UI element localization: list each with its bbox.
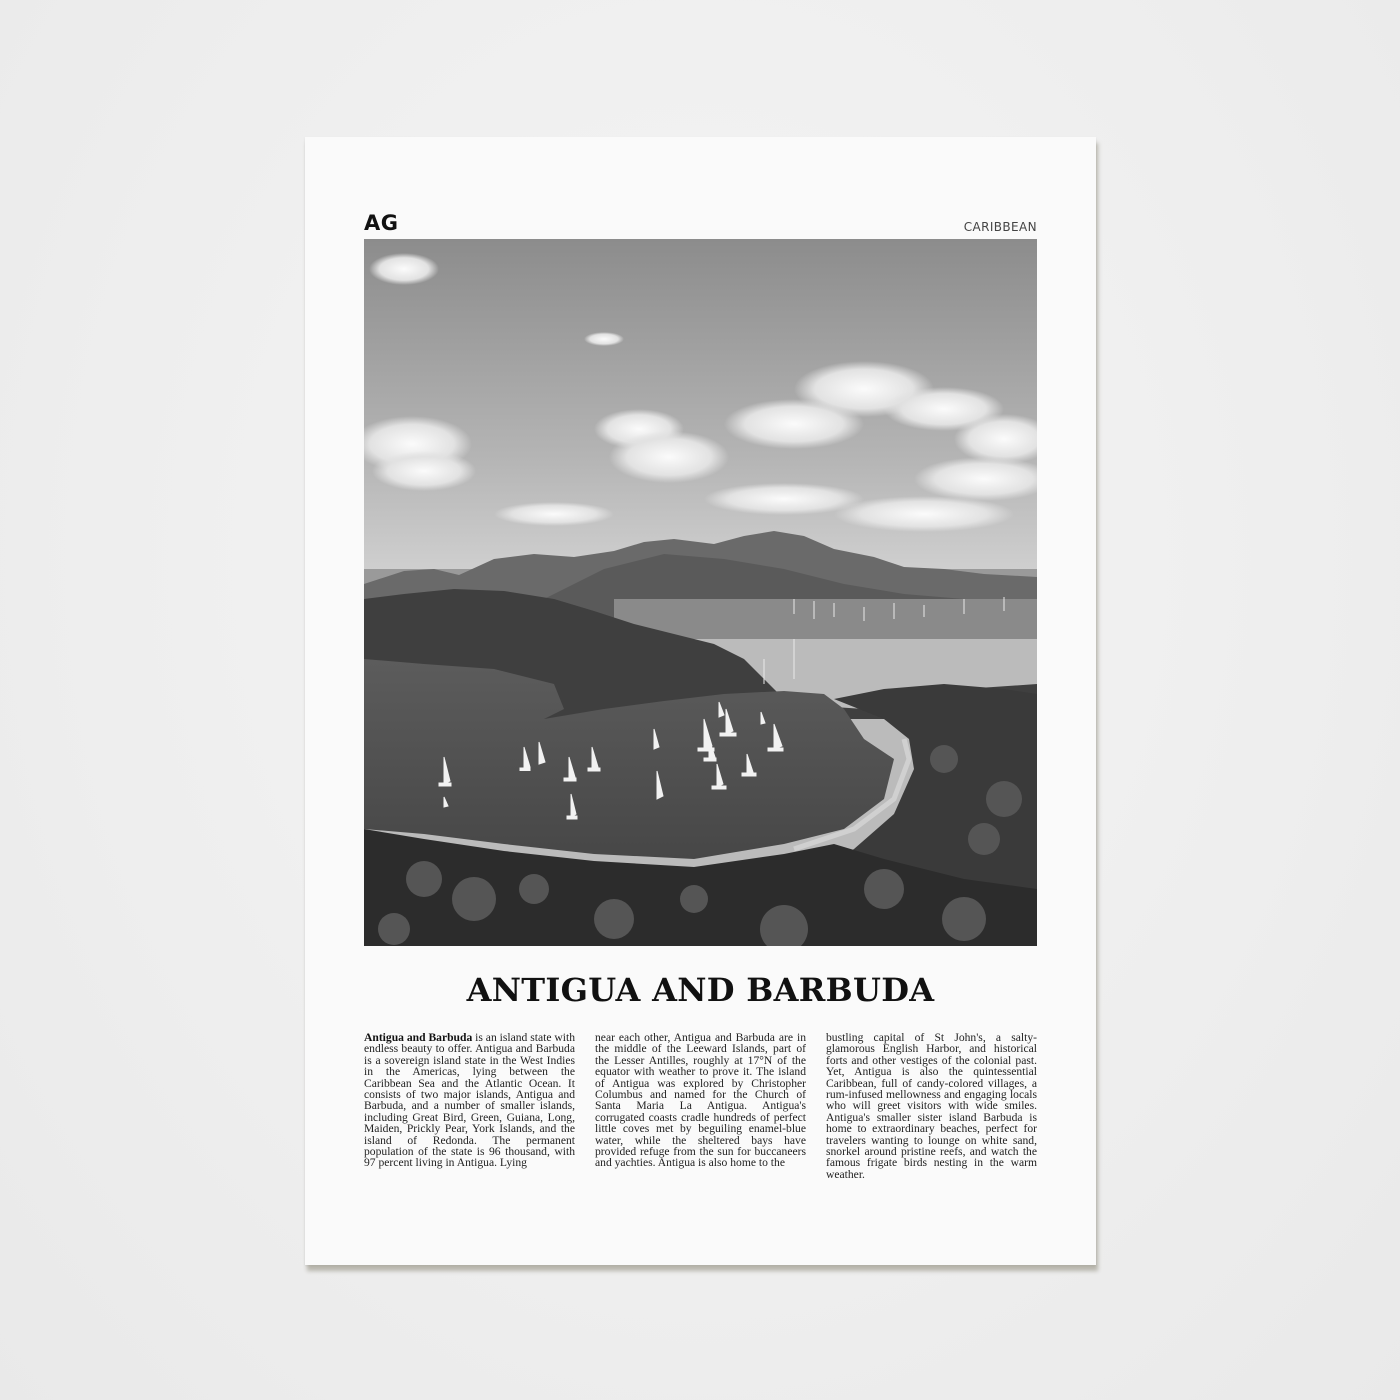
region-label: CARIBBEAN xyxy=(963,220,1037,234)
description-column-3 xyxy=(826,1032,1037,1180)
description-text-3: bustling capital of St John's, a salty-glamorous English Harbor, and historical forts and other vestiges of the colonial past. Yet, Antigua is also the quintessential Caribbean, full of candy-colored villages, a rum-infused mellowness and engaging locals who will greet visitors with wide smiles. Antigua's smaller sister island Barbuda is home to extraordinary beaches, perfect for travelers wanting to lounge on white sand, snorkel around pristine reefs, and watch the famous frigate birds nesting in the warm weather. xyxy=(826,1031,1037,1181)
description-column-1 xyxy=(364,1032,575,1180)
poster-title: ANTIGUA AND BARBUDA xyxy=(466,971,935,1009)
description-columns xyxy=(364,1032,1037,1180)
description-text-2: near each other, Antigua and Barbuda are in the middle of the Leeward Islands, part of the Lesser Antilles, roughly at 17°N of the equator with weather to prove it. The island of Antigua was explored by Christopher Columbus and named for the Church of Santa Maria La Antigua. Antigua's corrugated coasts cradle hundreds of perfect little coves met by beguiling enamel-blue water, while the sheltered bays have provided refuge from the sun for buccaneers and yachties. Antigua is also home to the xyxy=(595,1031,806,1170)
description-lead: Antigua and Barbuda xyxy=(364,1031,473,1044)
description-column-2 xyxy=(595,1032,806,1180)
harbor-photo xyxy=(364,239,1037,946)
country-code: AG xyxy=(364,211,399,235)
poster xyxy=(305,137,1096,1265)
description-text-1: is an island state with endless beauty to offer. Antigua and Barbuda is a sovereign island state in the West Indies in the Americas, lying between the Caribbean Sea and the Atlantic Ocean. It consists of two major islands, Antigua and Barbuda, and a number of smaller islands, including Great Bird, Green, Guiana, Long, Maiden, Prickly Pear, York Islands, and the island of Redonda. The permanent population of the state is 96 thousand, with 97 percent living in Antigua. Lying xyxy=(364,1031,575,1170)
